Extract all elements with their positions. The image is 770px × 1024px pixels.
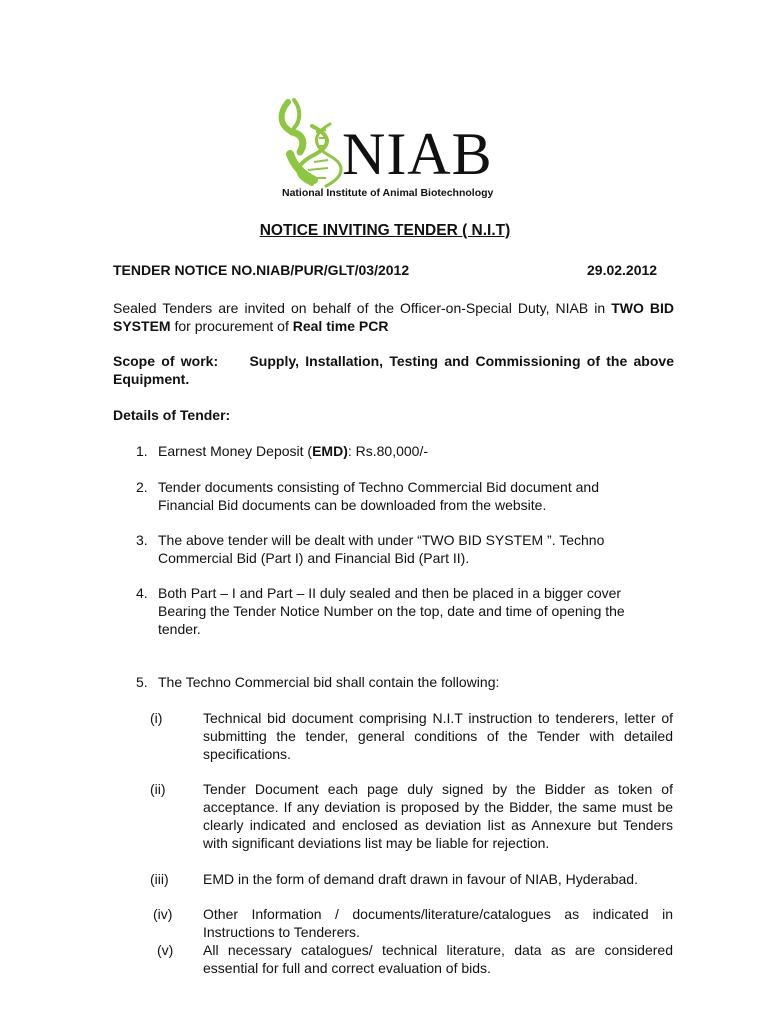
- intro-bold-2: Real time PCR: [292, 318, 389, 334]
- list-line: The above tender will be dealt with under “TWO BID SYSTEM ”. Techno: [158, 532, 605, 548]
- sub-text: Technical bid document comprising N.I.T instruction to tenderers, letter of submitting the tender, general conditions of the Tender with detailed specifications.: [203, 710, 673, 762]
- intro-paragraph: [113, 299, 674, 335]
- logo-wordmark: NIAB: [342, 121, 493, 187]
- list-number: 1.: [136, 443, 148, 459]
- scope-text: Supply, Installation, Testing and Commissioning of the above Equipment.: [113, 353, 674, 387]
- list-text: [158, 478, 676, 514]
- scope-paragraph: [113, 352, 674, 388]
- sub-number: (iii): [150, 871, 169, 887]
- sub-number: (i): [150, 710, 163, 726]
- sub-text: Tender Document each page duly signed by the Bidder as token of acceptance. If any deviation is proposed by the Bidder, the same must be clearly indicated and enclosed as deviation list as Annexure but Tenders with significant deviations list may be liable for rejection.: [203, 781, 673, 851]
- list-number: 4.: [136, 585, 148, 601]
- tender-date: 29.02.2012: [587, 262, 658, 278]
- tender-number: TENDER NOTICE NO.NIAB/PUR/GLT/03/2012: [113, 262, 410, 278]
- list-number: 5.: [136, 674, 148, 690]
- scope-label: Scope of work:: [113, 353, 219, 369]
- list-text: [158, 442, 676, 460]
- list-line: Bearing the Tender Notice Number on the top, date and time of opening the: [158, 603, 625, 619]
- intro-bold-1: TWO BID SYSTEM: [113, 300, 674, 334]
- list-text: [158, 584, 676, 638]
- niab-logo: [272, 96, 522, 206]
- sub-text: EMD in the form of demand draft drawn in favour of NIAB, Hyderabad.: [203, 871, 638, 887]
- list-line: Financial Bid documents can be downloaded from the website.: [158, 497, 547, 513]
- sub-number: (ii): [150, 781, 166, 797]
- list-text: The Techno Commercial bid shall contain the following:: [158, 674, 500, 690]
- page-title: NOTICE INVITING TENDER ( N.I.T): [259, 222, 511, 239]
- list-line: Commercial Bid (Part I) and Financial Bid (Part II).: [158, 550, 470, 566]
- list-line: Both Part – I and Part – II duly sealed and then be placed in a bigger cover: [158, 585, 622, 601]
- emd-bold: EMD): [312, 443, 348, 459]
- emd-pre: Earnest Money Deposit (: [158, 443, 313, 459]
- niab-emblem-icon: [272, 96, 352, 191]
- sub-number: (v): [157, 942, 174, 958]
- list-number: 2.: [136, 479, 148, 495]
- sub-text: Other Information / documents/literature/catalogues as indicated in Instructions to Tenderers.: [203, 906, 673, 940]
- sub-number: (iv): [153, 906, 173, 922]
- intro-text-2: for procurement of: [170, 318, 293, 334]
- sub-text: All necessary catalogues/ technical literature, data as are considered essential for full and correct evaluation of bids.: [203, 942, 673, 976]
- details-heading: Details of Tender:: [113, 407, 231, 423]
- intro-text-1: Sealed Tenders are invited on behalf of the Officer-on-Special Duty, NIAB in: [113, 300, 612, 316]
- list-number: 3.: [136, 532, 148, 548]
- list-line: tender.: [158, 621, 201, 637]
- list-line: Tender documents consisting of Techno Commercial Bid document and: [158, 479, 599, 495]
- list-text: [158, 531, 676, 567]
- emd-post: : Rs.80,000/-: [347, 443, 429, 459]
- logo-subtitle: National Institute of Animal Biotechnology: [282, 187, 494, 199]
